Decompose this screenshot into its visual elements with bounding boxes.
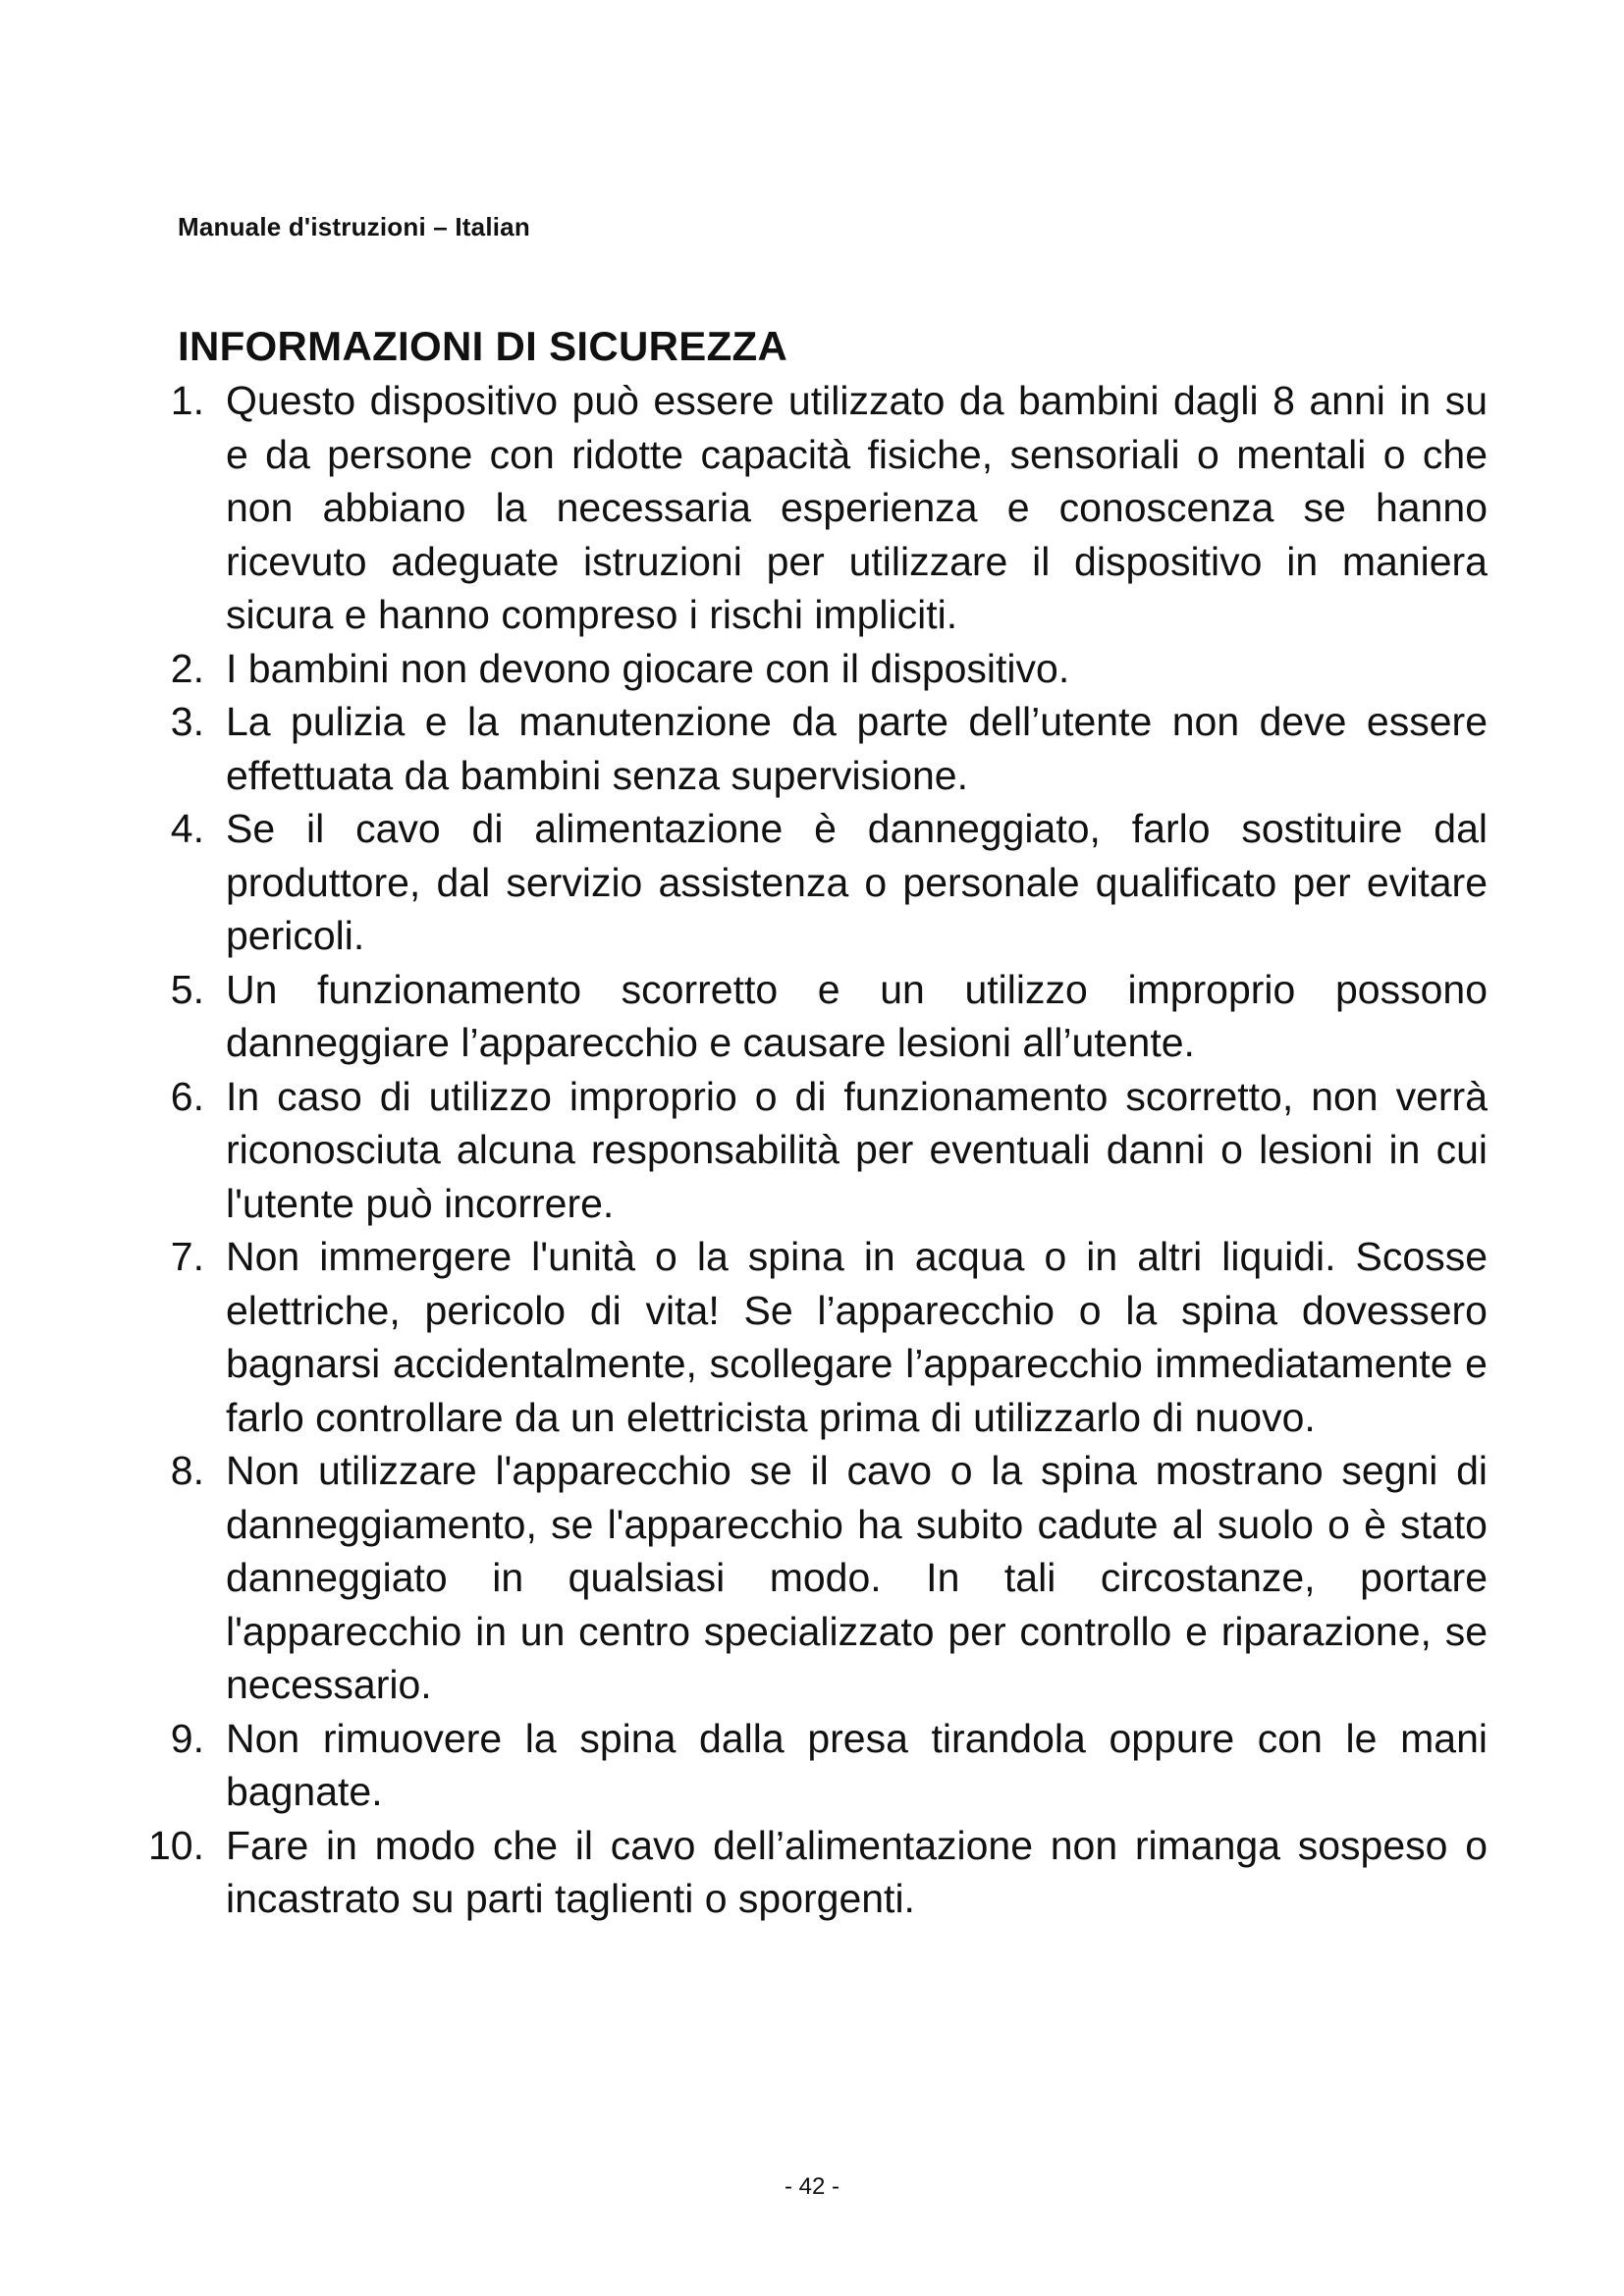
list-item [128, 963, 1488, 1070]
list-item-text: Non utilizzare l'apparecchio se il cavo o la spina mostrano segni di danneggiamento, se l'apparecchio ha subito cadute al suolo o è stato danneggiato in qualsiasi modo. In tali circostanze, portare l'apparecchio in un centro specializzato per controllo e riparazione, se necessario. [226, 1448, 1488, 1707]
list-item [128, 1070, 1488, 1231]
list-item-text: Questo dispositivo può essere utilizzato da bambini dagli 8 anni in su e da persone con ridotte capacità fisiche, sensoriali o mentali o che non abbiano la necessaria esperienza e conoscenza se hanno ricevuto adeguate istruzioni per utilizzare il dispositivo in maniera sicura e hanno compreso i rischi impliciti. [226, 378, 1488, 637]
list-item [128, 642, 1488, 696]
list-item [128, 1230, 1488, 1444]
list-item-number: 3. [170, 699, 204, 744]
running-header: Manuale d'istruzioni – Italian [178, 212, 530, 241]
list-item-number: 7. [170, 1234, 204, 1279]
list-item-text: Se il cavo di alimentazione è danneggiato, farlo sostituire dal produttore, dal servizio assistenza o personale qualificato per evitare pericoli. [226, 806, 1488, 958]
list-item-text: Fare in modo che il cavo dell’alimentazione non rimanga sospeso o incastrato su parti taglienti o sporgenti. [226, 1822, 1488, 1921]
section-title: INFORMAZIONI DI SICUREZZA [178, 323, 788, 369]
list-item-text: In caso di utilizzo improprio o di funzionamento scorretto, non verrà riconosciuta alcuna responsabilità per eventuali danni o lesioni in cui l'utente può incorrere. [226, 1073, 1488, 1226]
list-item-text: I bambini non devono giocare con il dispositivo. [226, 645, 1070, 691]
list-item-number: 10. [148, 1822, 204, 1868]
list-item-number: 8. [170, 1448, 204, 1493]
list-item-number: 1. [170, 378, 204, 423]
list-item-text: Un funzionamento scorretto e un utilizzo improprio possono danneggiare l’apparecchio e causare lesioni all’utente. [226, 966, 1488, 1065]
safety-instructions-list [128, 374, 1488, 1926]
list-item-text: Non rimuovere la spina dalla presa tirandola oppure con le mani bagnate. [226, 1715, 1488, 1814]
list-item-number: 2. [170, 645, 204, 691]
list-item [128, 1819, 1488, 1926]
list-item [128, 695, 1488, 802]
list-item-number: 5. [170, 966, 204, 1012]
list-item-text: La pulizia e la manutenzione da parte dell’utente non deve essere effettuata da bambini senza supervisione. [226, 699, 1488, 798]
page-number: - 42 - [784, 2173, 839, 2200]
list-item [128, 802, 1488, 963]
list-item-number: 4. [170, 806, 204, 851]
list-item [128, 374, 1488, 642]
list-item-number: 9. [170, 1715, 204, 1761]
list-item-text: Non immergere l'unità o la spina in acqua o in altri liquidi. Scosse elettriche, pericolo di vita! Se l’apparecchio o la spina dovessero bagnarsi accidentalmente, scollegare l’apparecchio immediatamente e farlo controllare da un elettricista prima di utilizzarlo di nuovo. [226, 1234, 1488, 1440]
list-item [128, 1712, 1488, 1819]
list-item-number: 6. [170, 1073, 204, 1119]
list-item [128, 1444, 1488, 1712]
